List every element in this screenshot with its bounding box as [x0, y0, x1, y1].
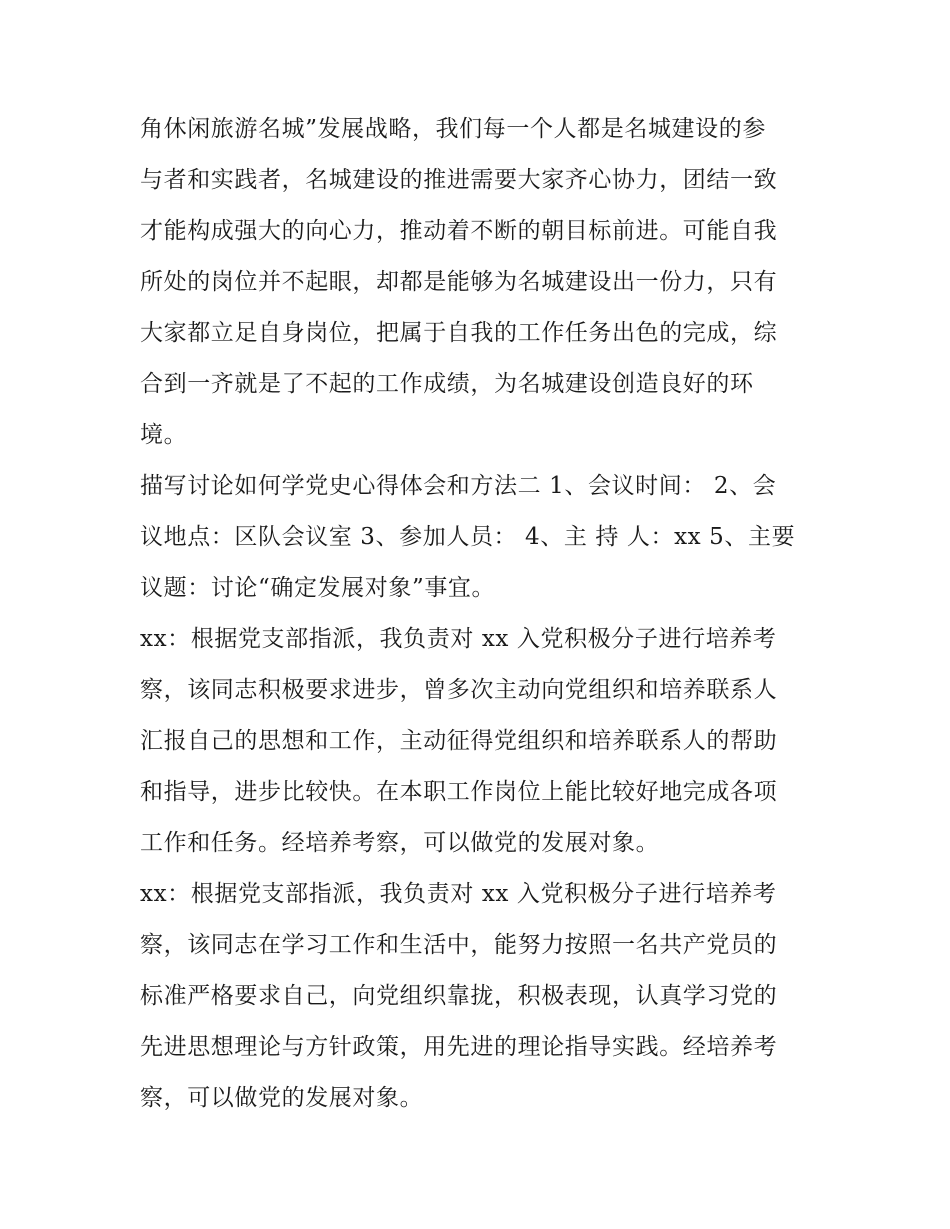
text-line: xx：根据党支部指派，我负责对 xx 入党积极分子进行培养考	[140, 881, 777, 907]
text-line: 才能构成强大的向心力，推动着不断的朝目标前进。可能自我	[140, 218, 778, 244]
paragraph-evaluation-2	[140, 869, 815, 1124]
paragraph-evaluation-1	[140, 614, 815, 869]
text-line: 工作和任务。经培养考察，可以做党的发展对象。	[140, 830, 660, 856]
document-body	[140, 104, 815, 1124]
text-line: 和指导，进步比较快。在本职工作岗位上能比较好地完成各项	[140, 779, 778, 805]
text-line: 大家都立足自身岗位，把属于自我的工作任务出色的完成，综	[140, 320, 778, 346]
text-line: 描写讨论如何学党史心得体会和方法二 1、会议时间： 2、会	[140, 473, 777, 499]
text-line: 境。	[140, 422, 188, 448]
paragraph-development-strategy	[140, 104, 815, 461]
text-line: 角休闲旅游名城”发展战略，我们每一个人都是名城建设的参	[140, 116, 766, 142]
text-line: 汇报自己的思想和工作，主动征得党组织和培养联系人的帮助	[140, 728, 778, 754]
text-line: 先进思想理论与方针政策，用先进的理论指导实践。经培养考	[140, 1034, 778, 1060]
text-line: 合到一齐就是了不起的工作成绩，为名城建设创造良好的环	[140, 371, 754, 397]
text-line: 议地点：区队会议室 3、参加人员： 4、主 持 人：xx 5、主要	[140, 524, 796, 550]
text-line: 议题：讨论“确定发展对象”事宜。	[140, 575, 496, 601]
text-line: 所处的岗位并不起眼，却都是能够为名城建设出一份力，只有	[140, 269, 778, 295]
text-line: 标准严格要求自己，向党组织靠拢，积极表现，认真学习党的	[140, 983, 778, 1009]
text-line: 与者和实践者，名城建设的推进需要大家齐心协力，团结一致	[140, 167, 778, 193]
text-line: xx：根据党支部指派，我负责对 xx 入党积极分子进行培养考	[140, 626, 777, 652]
text-line: 察，该同志积极要求进步，曾多次主动向党组织和培养联系人	[140, 677, 778, 703]
text-line: 察，该同志在学习工作和生活中，能努力按照一名共产党员的	[140, 932, 778, 958]
paragraph-meeting-info	[140, 461, 815, 614]
text-line: 察，可以做党的发展对象。	[140, 1085, 424, 1111]
